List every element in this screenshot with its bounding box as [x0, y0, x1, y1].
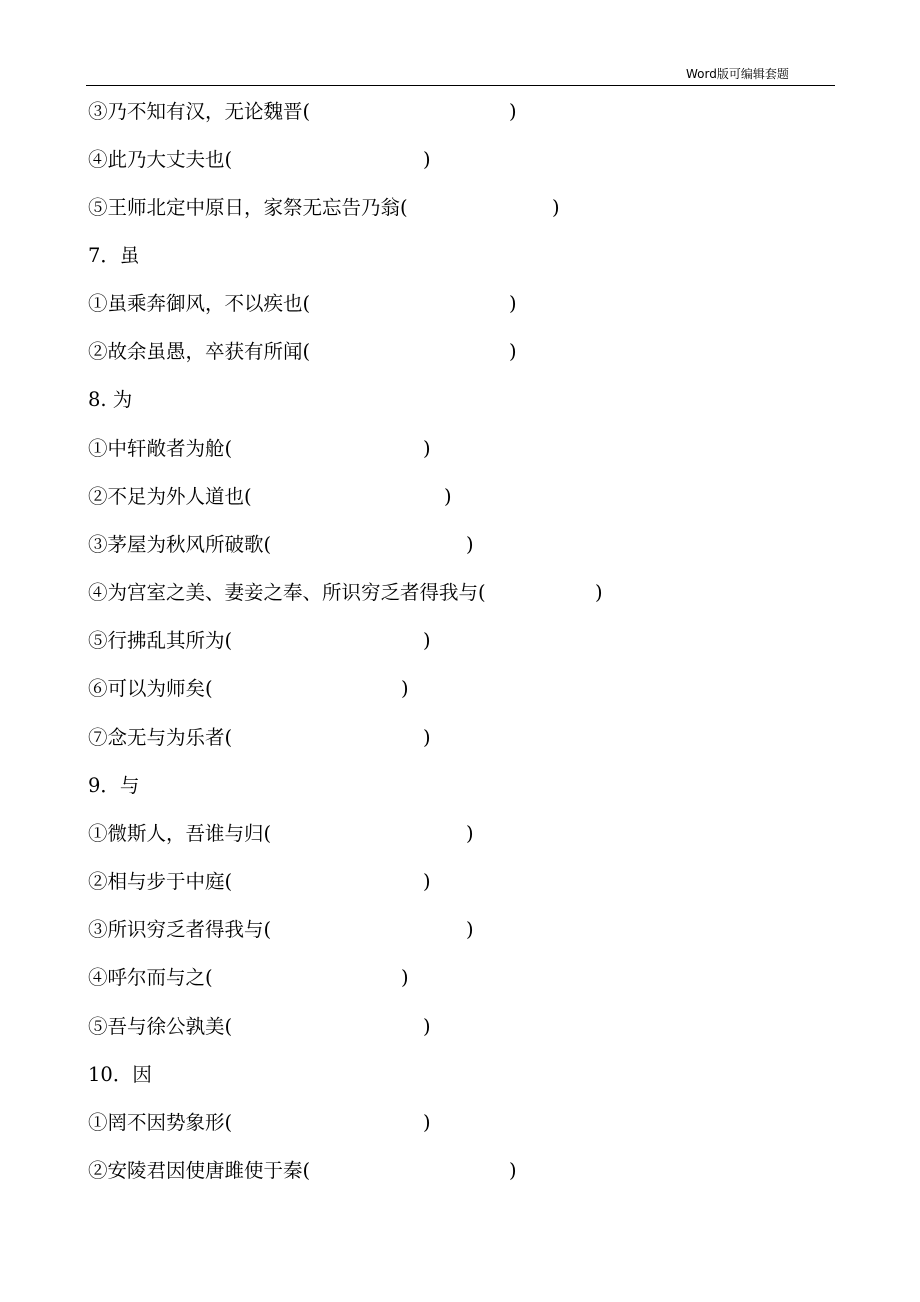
exercise-line: ③所识穷乏者得我与(: [88, 918, 272, 941]
section-heading: 10．因: [88, 1063, 152, 1086]
exercise-line: ⑤王师北定中原日，家祭无忘告乃翁(: [88, 196, 408, 219]
closing-paren: ): [509, 1159, 517, 1182]
closing-paren: ): [423, 437, 431, 460]
exercise-line: ①罔不因势象形(: [88, 1111, 233, 1134]
closing-paren: ): [423, 1015, 431, 1038]
section-heading: 7．虽: [88, 244, 140, 267]
exercise-line: ②故余虽愚，卒获有所闻(: [88, 340, 311, 363]
exercise-line: ②安陵君因使唐雎使于秦(: [88, 1159, 311, 1182]
exercise-line: ④为宫室之美、妻妾之奉、所识穷乏者得我与(: [88, 581, 486, 604]
closing-paren: ): [509, 100, 517, 123]
exercise-line: ①微斯人，吾谁与归(: [88, 822, 272, 845]
page-header-text: Word版可编辑套题: [686, 67, 789, 81]
exercise-line: ⑤吾与徐公孰美(: [88, 1015, 233, 1038]
closing-paren: ): [423, 148, 431, 171]
exercise-line: ③茅屋为秋风所破歌(: [88, 533, 272, 556]
closing-paren: ): [423, 1111, 431, 1134]
closing-paren: ): [466, 822, 474, 845]
exercise-line: ⑦念无与为乐者(: [88, 726, 233, 749]
exercise-line: ②不足为外人道也(: [88, 485, 252, 508]
exercise-line: ③乃不知有汉，无论魏晋(: [88, 100, 311, 123]
closing-paren: ): [423, 629, 431, 652]
exercise-line: ④此乃大丈夫也(: [88, 148, 233, 171]
exercise-line: ①虽乘奔御风，不以疾也(: [88, 292, 311, 315]
exercise-line: ②相与步于中庭(: [88, 870, 233, 893]
exercise-line: ⑥可以为师矣(: [88, 677, 213, 700]
closing-paren: ): [423, 726, 431, 749]
closing-paren: ): [552, 196, 560, 219]
header-rule: [86, 85, 835, 86]
section-heading: 9．与: [88, 774, 140, 797]
exercise-line: ①中轩敞者为舱(: [88, 437, 233, 460]
closing-paren: ): [595, 581, 603, 604]
exercise-line: ④呼尔而与之(: [88, 966, 213, 989]
closing-paren: ): [401, 677, 409, 700]
closing-paren: ): [466, 533, 474, 556]
closing-paren: ): [466, 918, 474, 941]
closing-paren: ): [509, 340, 517, 363]
closing-paren: ): [401, 966, 409, 989]
section-heading: 8. 为: [88, 388, 133, 411]
exercise-line: ⑤行拂乱其所为(: [88, 629, 233, 652]
closing-paren: ): [444, 485, 452, 508]
closing-paren: ): [509, 292, 517, 315]
closing-paren: ): [423, 870, 431, 893]
